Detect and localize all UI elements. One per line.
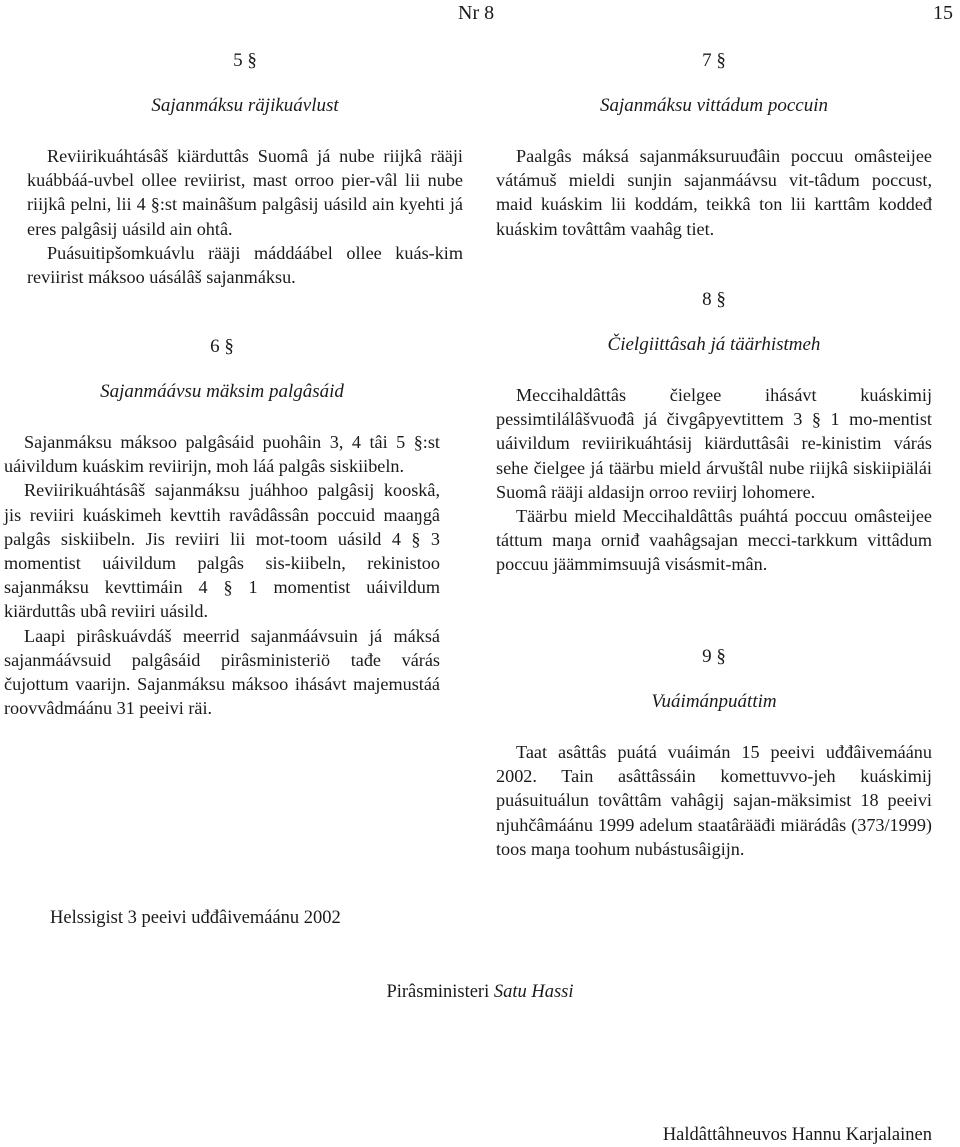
section-number: 5 § (233, 50, 257, 71)
paragraph: Reviirikuáhtásâš sajanmáksu juáhhoo palgâsij kooskâ, jis reviiri kuáskimeh kevttih ravâdâssân poccuid maaŋgâ palgâs siskiibeln. Jis reviiri lii mot-toom uásild 4 § 3 momentist uáivildum palgâs sis-kiibeln, rekinistoo sajanmáksu kevttimáin 4 § 1 momentist uáivildum kiärduttâs ubâ reviiri uásild. (4, 480, 440, 622)
paragraph: Puásuitipšomkuávlu rääji máddáábel ollee kuás-kim reviirist máksoo uásálâš sajanmáksu. (27, 242, 463, 288)
section-number: 7 § (702, 50, 726, 71)
section-title: Čielgiittâsah já täärhistmeh (607, 334, 821, 355)
paragraph: Laapi pirâskuávdáš meerrid sajanmáávsuin já máksá sajanmáávsuid palgâsáid pirâsministeriö tađe várás čujottum vaarijn. Sajanmáksu máksoo ihásávt majemustáá roovvâdmáánu 31 peeivi räi. (4, 625, 440, 719)
issue-number: Nr 8 (458, 2, 495, 24)
section-number: 8 § (702, 289, 726, 310)
paragraph: Taat asâttâs puátá vuáimán 15 peeivi uđđâivemáánu 2002. Tain asâttâssáin komettuvvo-jeh kuáskimij puásuituálun tovâttâm vahâgij sajan-mäksimist 18 peeivi njuhčâmáánu 1999 adelum staatârääđi miärádâs (373/1999) toos maŋa toohum nubástusâigijn. (496, 742, 932, 859)
section-title: Vuáimánpuáttim (651, 691, 777, 712)
section-7 (496, 50, 932, 241)
minister-role: Pirâsministeri (386, 982, 490, 1002)
section-8 (496, 289, 932, 577)
section-6 (4, 336, 440, 720)
section-5 (27, 50, 463, 289)
section-title: Sajanmáksu vittádum poccuin (600, 95, 828, 116)
section-number: 9 § (702, 646, 726, 667)
section-title: Sajanmáávsu mäksim palgâsáid (100, 381, 344, 402)
official-role: Haldâttâhneuvos (662, 1125, 788, 1145)
dateline: Helssigist 3 peeivi uđđâivemáánu 2002 (50, 908, 341, 928)
minister-name: Satu Hassi (493, 982, 574, 1002)
minister-signature (0, 982, 960, 1003)
page-number: 15 (933, 2, 953, 24)
paragraph: Paalgâs máksá sajanmáksuruuđâin poccuu omâsteijee vátámuš mieldi sunjin sajanmáávsu vit-tâdum poccust, maid kuáskim lii koddám, teikkâ ton lii karttâm koddeđ kuáskim tovâttâm vaahâg tiet. (496, 146, 932, 239)
section-title: Sajanmáksu räjikuávlust (151, 95, 339, 116)
paragraph: Meccihaldâttâs čielgee ihásávt kuáskimij pessimtilálâšvuođâ já čivgâpyevtittem 3 § 1 mo-mentist uáivildum reviirikuáhtásij kiärduttâsâi re-kinistim várás sehe čielgee já täärbu mield árvuštâl nube riijkâ siskiipiälái Suomâ rääji aldasijn orroo reviirj lohomere. (496, 385, 932, 502)
paragraph: Täärbu mield Meccihaldâttâs puáhtá poccuu omâsteijee táttum maŋa orniđ vaahâgsajan mecci-tarkkum vittâdum poccuu jäämmimsuujâ visásmit-mân. (496, 506, 932, 575)
section-9 (496, 646, 932, 861)
section-number: 6 § (210, 336, 234, 357)
paragraph: Reviirikuáhtásâš kiärduttâs Suomâ já nube riijkâ rääji kuábbáá-uvbel ollee reviirist, mast orroo pier-vâl lii nube riijkâ pelni, lii 4 §:st mainâšum palgâsij uásild ain kyehti já eres palgâsij uásild ain ohtâ. (27, 146, 463, 239)
official-signature (663, 1125, 932, 1146)
official-name: Hannu Karjalainen (791, 1125, 932, 1145)
paragraph: Sajanmáksu máksoo palgâsáid puohâin 3, 4 tâi 5 §:st uáivildum kuáskim reviirijn, moh láá palgâs siskiibeln. (4, 432, 440, 477)
